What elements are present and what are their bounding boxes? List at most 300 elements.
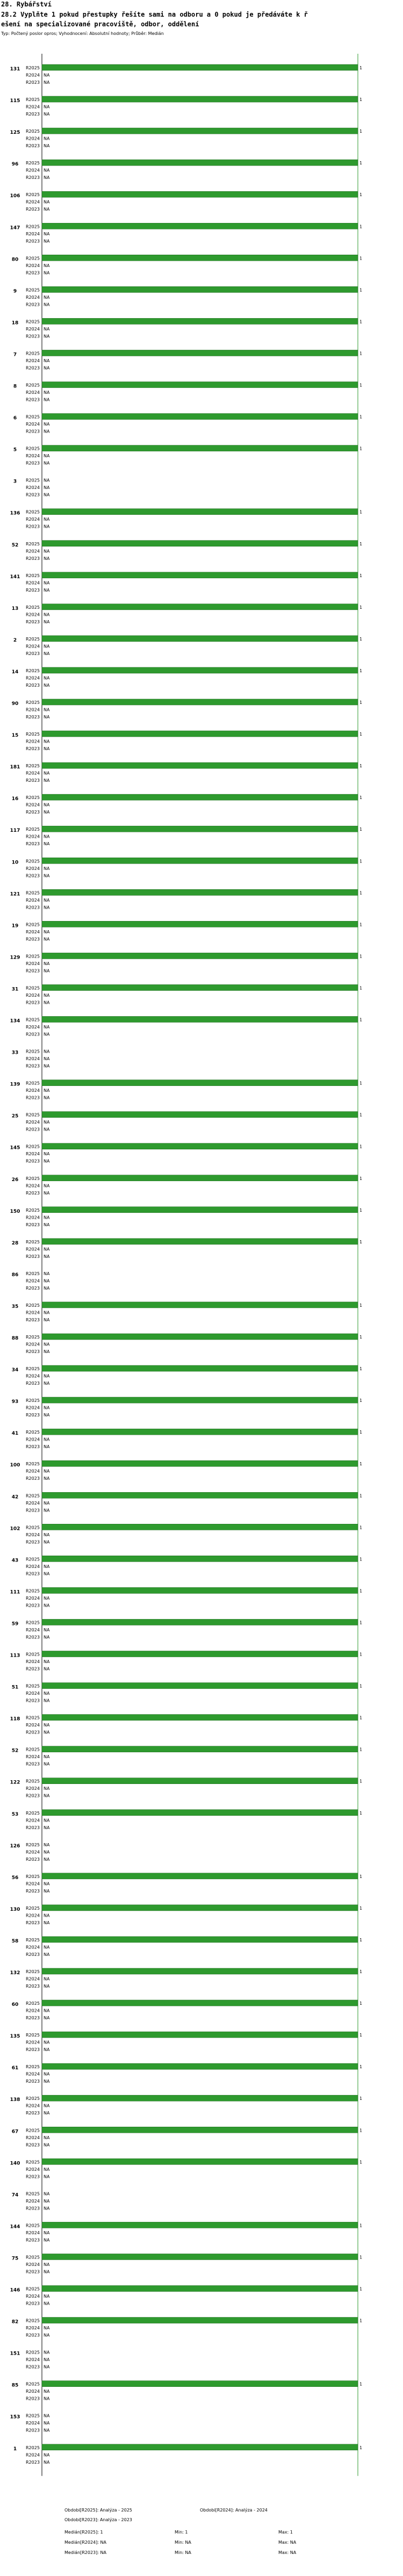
series-label: R2025	[26, 1430, 40, 1435]
bar	[42, 509, 358, 515]
stat-r2024-median: Medián[R2024]: NA	[64, 2540, 106, 2545]
series-label: R2025	[26, 256, 40, 261]
category-label: 33	[11, 1050, 19, 1056]
series-label: R2023	[26, 1476, 40, 1481]
series-label: R2024	[26, 739, 40, 744]
na-label: NA	[44, 1723, 50, 1728]
series-label: R2023	[26, 1159, 40, 1164]
category-label: 16	[11, 796, 19, 802]
series-label: R2025	[26, 2223, 40, 2228]
series-label: R2025	[26, 414, 40, 420]
na-label: NA	[44, 207, 50, 212]
category-label: 59	[11, 1621, 19, 1627]
value-label: 1	[359, 2223, 363, 2228]
series-label: R2025	[26, 827, 40, 832]
bar	[42, 572, 358, 578]
series-label: R2025	[26, 668, 40, 673]
category-label: 51	[11, 1685, 19, 1690]
value-label: 1	[359, 764, 363, 769]
series-label: R2024	[26, 1373, 40, 1379]
value-label: 1	[359, 636, 363, 642]
value-label: 1	[359, 1969, 363, 1974]
na-label: NA	[44, 707, 50, 713]
series-label: R2024	[26, 1913, 40, 1918]
series-label: R2023	[26, 2142, 40, 2148]
bar	[42, 2254, 358, 2260]
category-label: 144	[10, 2224, 20, 2230]
series-label: R2025	[26, 287, 40, 293]
na-label: NA	[44, 2047, 50, 2053]
series-label: R2024	[26, 1500, 40, 1506]
series-label: R2025	[26, 1937, 40, 1942]
bar	[42, 1873, 358, 1879]
na-label: NA	[44, 897, 50, 903]
na-label: NA	[44, 810, 50, 815]
series-label: R2025	[26, 1112, 40, 1118]
series-label: R2024	[26, 1056, 40, 1062]
series-label: R2025	[26, 192, 40, 198]
category-label: 150	[10, 1208, 20, 1214]
na-label: NA	[44, 1698, 50, 1703]
value-label: 1	[359, 224, 363, 229]
series-label: R2024	[26, 1025, 40, 1030]
series-label: R2023	[26, 1635, 40, 1640]
series-label: R2025	[26, 1715, 40, 1721]
series-label: R2023	[26, 1571, 40, 1577]
na-label: NA	[44, 556, 50, 561]
value-label: 1	[359, 1176, 363, 1181]
series-label: R2023	[26, 2396, 40, 2401]
category-label: 75	[11, 2256, 19, 2262]
series-label: R2023	[26, 841, 40, 847]
stat-r2023-max: Max: NA	[278, 2550, 297, 2555]
na-label: NA	[44, 422, 50, 427]
series-label: R2025	[26, 2445, 40, 2450]
category-label: 140	[10, 2161, 20, 2167]
series-label: R2025	[26, 605, 40, 610]
series-label: R2023	[26, 2079, 40, 2084]
category-label: 42	[11, 1494, 19, 1500]
series-label: R2023	[26, 492, 40, 498]
na-label: NA	[44, 1730, 50, 1735]
na-label: NA	[44, 1508, 50, 1513]
bar	[42, 1619, 358, 1625]
series-label: R2025	[26, 383, 40, 388]
na-label: NA	[44, 2167, 50, 2172]
series-label: R2024	[26, 294, 40, 300]
series-label: R2023	[26, 239, 40, 244]
na-label: NA	[44, 1571, 50, 1577]
na-label: NA	[44, 2142, 50, 2148]
na-label: NA	[44, 2071, 50, 2077]
na-label: NA	[44, 517, 50, 522]
na-label: NA	[44, 143, 50, 149]
category-label: 121	[10, 891, 20, 897]
na-label: NA	[44, 961, 50, 966]
na-label: NA	[44, 866, 50, 871]
bar	[42, 382, 358, 388]
na-label: NA	[44, 429, 50, 434]
series-label: R2024	[26, 104, 40, 110]
series-label: R2023	[26, 1190, 40, 1196]
bar	[42, 731, 358, 737]
value-label: 1	[359, 2033, 363, 2038]
series-label: R2025	[26, 1335, 40, 1340]
legend-r2023: Obdobi[R2023]: Analýza - 2023	[64, 2517, 132, 2522]
bar	[42, 318, 358, 324]
series-label: R2024	[26, 517, 40, 522]
series-label: R2025	[26, 2096, 40, 2102]
na-label: NA	[44, 1842, 50, 1847]
series-label: R2023	[26, 968, 40, 974]
bar	[42, 191, 358, 197]
series-label: R2025	[26, 954, 40, 959]
na-label: NA	[44, 1190, 50, 1196]
stat-r2025-min: Min: 1	[175, 2530, 188, 2535]
na-label: NA	[44, 841, 50, 847]
na-label: NA	[44, 112, 50, 117]
series-label: R2023	[26, 2301, 40, 2306]
series-label: R2025	[26, 1462, 40, 1467]
bar	[42, 604, 358, 610]
category-label: 14	[11, 669, 19, 675]
na-label: NA	[44, 524, 50, 529]
category-label: 151	[10, 2351, 20, 2357]
series-label: R2023	[26, 365, 40, 371]
series-label: R2023	[26, 1666, 40, 1672]
na-label: NA	[44, 1952, 50, 1957]
series-label: R2023	[26, 937, 40, 942]
na-label: NA	[44, 2269, 50, 2275]
na-label: NA	[44, 1469, 50, 1474]
series-label: R2023	[26, 778, 40, 783]
category-label: 1	[13, 2446, 17, 2452]
series-label: R2024	[26, 1278, 40, 1284]
na-label: NA	[44, 1627, 50, 1632]
series-label: R2025	[26, 1303, 40, 1308]
category-label: 125	[10, 130, 20, 136]
series-label: R2024	[26, 2198, 40, 2204]
na-label: NA	[44, 1056, 50, 1062]
series-label: R2023	[26, 302, 40, 307]
na-label: NA	[44, 1215, 50, 1220]
series-label: R2024	[26, 422, 40, 427]
bar	[42, 2158, 358, 2164]
bar	[42, 1365, 358, 1371]
series-label: R2024	[26, 1786, 40, 1791]
series-label: R2025	[26, 2318, 40, 2323]
na-label: NA	[44, 2350, 50, 2355]
category-label: 35	[11, 1304, 19, 1309]
category-label: 19	[11, 923, 19, 929]
stat-r2025-median: Medián[R2025]: 1	[64, 2530, 103, 2535]
na-label: NA	[44, 175, 50, 181]
value-label: 1	[359, 668, 363, 673]
series-label: R2025	[26, 764, 40, 769]
stat-r2025-max: Max: 1	[278, 2530, 293, 2535]
series-label: R2023	[26, 460, 40, 466]
series-label: R2025	[26, 1525, 40, 1530]
na-label: NA	[44, 873, 50, 879]
bar	[42, 286, 358, 292]
series-label: R2023	[26, 1063, 40, 1069]
na-label: NA	[44, 1666, 50, 1672]
na-label: NA	[44, 334, 50, 339]
series-label: R2023	[26, 524, 40, 529]
series-label: R2025	[26, 2286, 40, 2292]
series-label: R2025	[26, 1747, 40, 1752]
value-label: 1	[359, 827, 363, 832]
na-label: NA	[44, 199, 50, 205]
value-label: 1	[359, 2255, 363, 2260]
category-label: 113	[10, 1653, 20, 1659]
category-label: 139	[10, 1082, 20, 1088]
series-label: R2025	[26, 446, 40, 451]
series-label: R2025	[26, 985, 40, 991]
value-label: 1	[359, 1874, 363, 1879]
value-label: 1	[359, 2286, 363, 2292]
category-label: 25	[11, 1113, 19, 1119]
category-label: 100	[10, 1463, 20, 1469]
category-label: 135	[10, 2034, 20, 2040]
na-label: NA	[44, 2428, 50, 2433]
na-label: NA	[44, 739, 50, 744]
na-label: NA	[44, 1761, 50, 1767]
bar	[42, 1017, 358, 1023]
bar	[42, 984, 358, 990]
value-label: 1	[359, 1462, 363, 1467]
bar	[42, 1746, 358, 1752]
series-label: R2025	[26, 1049, 40, 1054]
na-label: NA	[44, 1444, 50, 1450]
series-label: R2025	[26, 2001, 40, 2006]
category-label: 145	[10, 1145, 20, 1151]
na-label: NA	[44, 365, 50, 371]
value-label: 1	[359, 2128, 363, 2133]
value-label: 1	[359, 2160, 363, 2165]
bar	[42, 445, 358, 451]
bar	[42, 1239, 358, 1244]
na-label: NA	[44, 397, 50, 402]
series-label: R2023	[26, 1603, 40, 1608]
series-label: R2023	[26, 587, 40, 593]
bar	[42, 2222, 358, 2228]
value-label: 1	[359, 2318, 363, 2323]
category-label: 10	[11, 860, 19, 866]
category-label: 18	[11, 320, 19, 326]
series-label: R2023	[26, 2428, 40, 2433]
na-label: NA	[44, 2452, 50, 2458]
na-label: NA	[44, 1222, 50, 1227]
series-label: R2025	[26, 1905, 40, 1911]
na-label: NA	[44, 2040, 50, 2045]
na-label: NA	[44, 80, 50, 85]
na-label: NA	[44, 1825, 50, 1830]
value-label: 1	[359, 1715, 363, 1721]
value-label: 1	[359, 859, 363, 864]
series-label: R2023	[26, 207, 40, 212]
value-label: 1	[359, 985, 363, 991]
series-label: R2023	[26, 1254, 40, 1259]
bar	[42, 2127, 358, 2133]
na-label: NA	[44, 675, 50, 681]
na-label: NA	[44, 104, 50, 110]
series-label: R2023	[26, 2111, 40, 2116]
category-label: 138	[10, 2097, 20, 2103]
series-label: R2024	[26, 390, 40, 395]
category-label: 96	[11, 162, 19, 168]
na-label: NA	[44, 1152, 50, 1157]
na-label: NA	[44, 1025, 50, 1030]
bar	[42, 1524, 358, 1530]
na-label: NA	[44, 1049, 50, 1054]
series-label: R2023	[26, 2047, 40, 2053]
series-label: R2023	[26, 746, 40, 752]
value-label: 1	[359, 795, 363, 801]
series-label: R2024	[26, 771, 40, 776]
na-label: NA	[44, 239, 50, 244]
series-label: R2025	[26, 1842, 40, 1847]
series-label: R2024	[26, 2452, 40, 2458]
value-label: 1	[359, 1430, 363, 1435]
na-label: NA	[44, 2111, 50, 2116]
series-label: R2023	[26, 1793, 40, 1798]
series-label: R2023	[26, 2364, 40, 2370]
na-label: NA	[44, 968, 50, 974]
series-label: R2024	[26, 834, 40, 839]
series-label: R2023	[26, 873, 40, 879]
series-label: R2024	[26, 1945, 40, 1950]
value-label: 1	[359, 1398, 363, 1404]
series-label: R2024	[26, 1881, 40, 1887]
value-label: 1	[359, 161, 363, 166]
na-label: NA	[44, 2421, 50, 2426]
na-label: NA	[44, 1539, 50, 1545]
category-label: 93	[11, 1399, 19, 1405]
value-label: 1	[359, 1652, 363, 1657]
series-label: R2025	[26, 1683, 40, 1689]
category-label: 53	[11, 1811, 19, 1817]
page-title: 28. Rybářství	[1, 1, 52, 8]
na-label: NA	[44, 1793, 50, 1798]
series-label: R2024	[26, 1564, 40, 1569]
na-label: NA	[44, 1254, 50, 1259]
na-label: NA	[44, 1754, 50, 1760]
question-text: 28.2 Vyplňte 1 pokud přestupky řešíte sami na odboru a 0 pokud je předáváte k ř	[1, 11, 308, 18]
na-label: NA	[44, 478, 50, 483]
value-label: 1	[359, 700, 363, 705]
category-label: 67	[11, 2129, 19, 2135]
series-label: R2025	[26, 224, 40, 229]
na-label: NA	[44, 746, 50, 752]
series-label: R2023	[26, 1032, 40, 1037]
na-label: NA	[44, 485, 50, 491]
na-label: NA	[44, 2174, 50, 2179]
na-label: NA	[44, 358, 50, 363]
series-label: R2025	[26, 2128, 40, 2133]
series-label: R2024	[26, 2071, 40, 2077]
category-label: 56	[11, 1875, 19, 1881]
na-label: NA	[44, 715, 50, 719]
bar	[42, 2381, 358, 2387]
series-label: R2023	[26, 651, 40, 656]
series-label: R2024	[26, 231, 40, 236]
series-label: R2025	[26, 129, 40, 134]
na-label: NA	[44, 2262, 50, 2267]
series-label: R2025	[26, 2255, 40, 2260]
bar	[42, 1968, 358, 1974]
category-label: 130	[10, 1906, 20, 1912]
bar	[42, 1429, 358, 1435]
series-label: R2024	[26, 1469, 40, 1474]
na-label: NA	[44, 2206, 50, 2211]
na-label: NA	[44, 1405, 50, 1411]
category-label: 6	[13, 415, 17, 421]
category-label: 88	[11, 1336, 19, 1341]
bar	[42, 1112, 358, 1118]
stat-r2024-min: Min: NA	[175, 2540, 191, 2545]
category-label: 90	[11, 701, 19, 707]
category-label: 147	[10, 225, 20, 231]
series-label: R2024	[26, 644, 40, 649]
value-label: 1	[359, 1144, 363, 1149]
category-label: 134	[10, 1018, 20, 1024]
series-label: R2025	[26, 1810, 40, 1816]
category-label: 2	[13, 637, 17, 643]
series-label: R2024	[26, 1723, 40, 1728]
series-label: R2024	[26, 1183, 40, 1189]
na-label: NA	[44, 1857, 50, 1862]
series-label: R2024	[26, 1310, 40, 1315]
na-label: NA	[44, 2191, 50, 2197]
category-label: 61	[11, 2066, 19, 2071]
series-label: R2025	[26, 66, 40, 70]
category-label: 80	[11, 257, 19, 263]
value-label: 1	[359, 1207, 363, 1213]
value-label: 1	[359, 732, 363, 737]
na-label: NA	[44, 1913, 50, 1918]
series-label: R2025	[26, 700, 40, 705]
na-label: NA	[44, 1310, 50, 1315]
series-label: R2023	[26, 1825, 40, 1830]
series-label: R2023	[26, 1413, 40, 1418]
series-label: R2024	[26, 2167, 40, 2172]
na-label: NA	[44, 1271, 50, 1276]
bar	[42, 2286, 358, 2292]
value-label: 1	[359, 351, 363, 356]
na-label: NA	[44, 2301, 50, 2306]
na-label: NA	[44, 1373, 50, 1379]
na-label: NA	[44, 2294, 50, 2299]
na-label: NA	[44, 2237, 50, 2243]
bar	[42, 1587, 358, 1593]
bar	[42, 1778, 358, 1784]
na-label: NA	[44, 612, 50, 617]
na-label: NA	[44, 1088, 50, 1093]
series-label: R2025	[26, 1779, 40, 1784]
question-text-continued: ešení na specializované pracoviště, odbor, oddělení	[1, 20, 199, 28]
na-label: NA	[44, 136, 50, 141]
series-label: R2023	[26, 1285, 40, 1291]
bar	[42, 762, 358, 768]
series-label: R2024	[26, 1627, 40, 1632]
series-label: R2024	[26, 866, 40, 871]
series-label: R2024	[26, 263, 40, 268]
na-label: NA	[44, 1063, 50, 1069]
category-label: 52	[11, 542, 19, 548]
na-label: NA	[44, 1595, 50, 1601]
na-label: NA	[44, 1818, 50, 1823]
